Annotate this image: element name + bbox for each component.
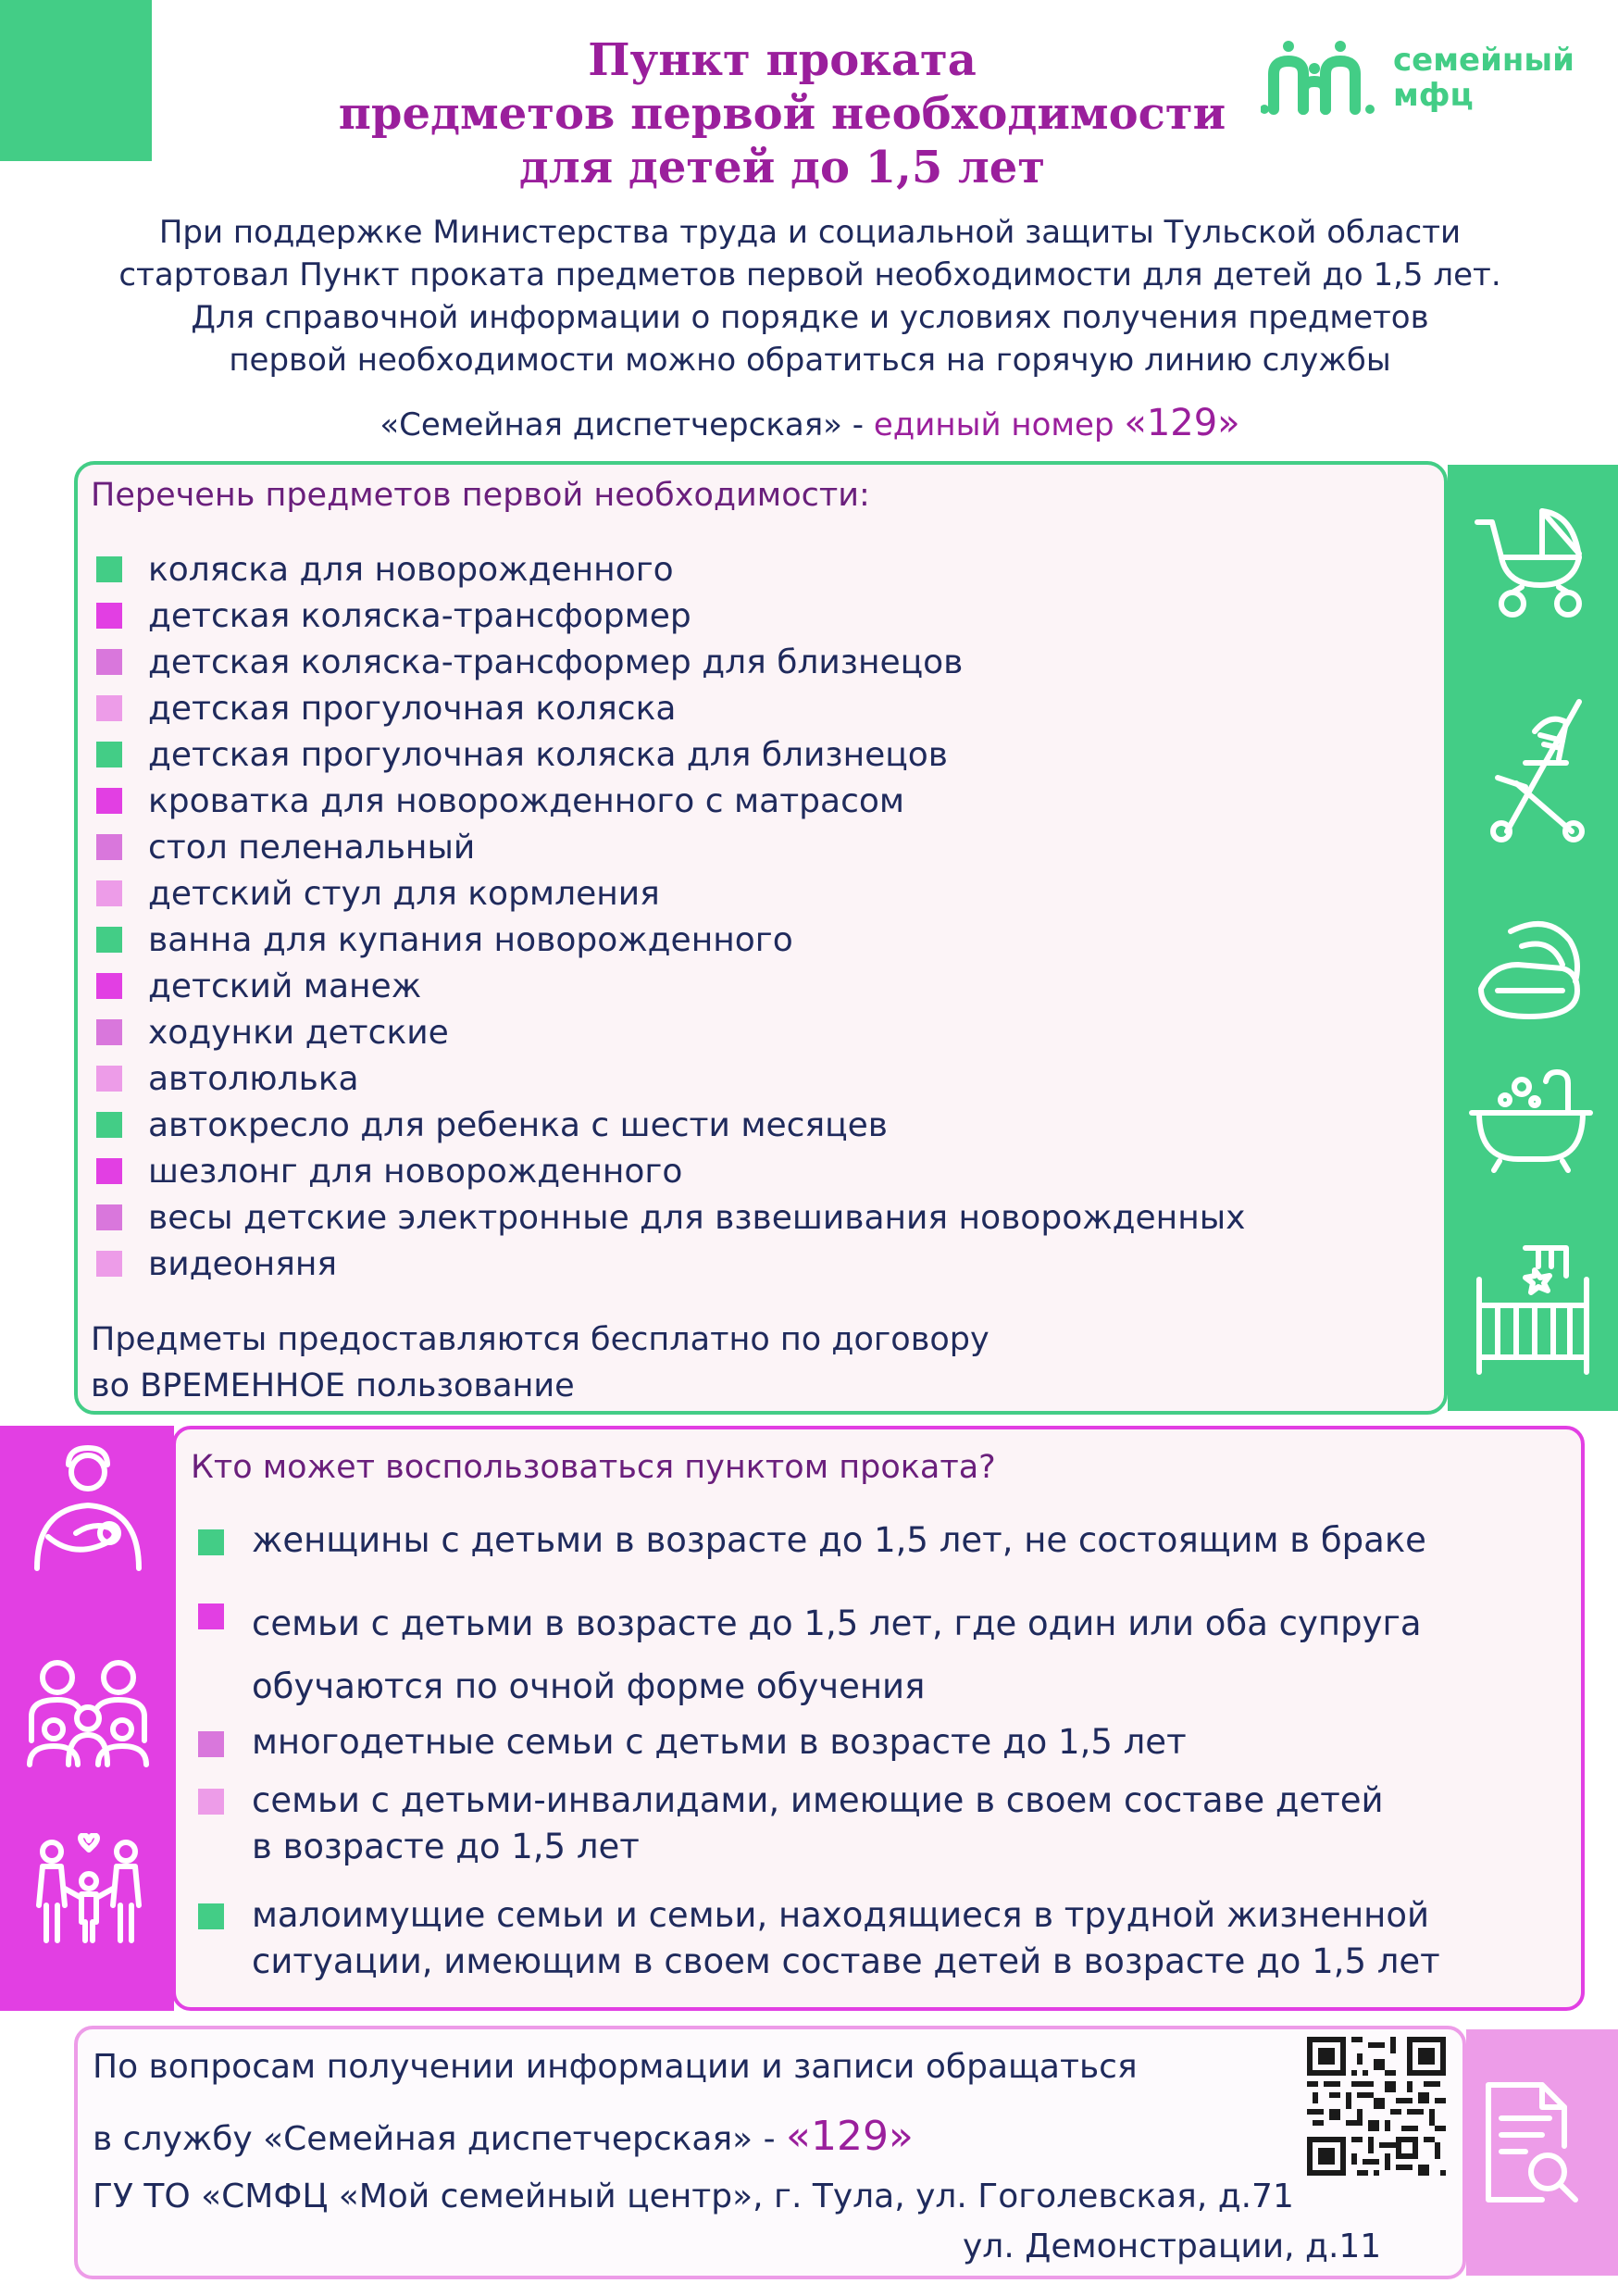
family-logo-icon — [1261, 41, 1385, 115]
who-heading: Кто может воспользоваться пунктом проката? — [191, 1449, 996, 1486]
list-item: шезлонг для новорожденного — [96, 1148, 1246, 1194]
list-item: автолюлька — [96, 1055, 1246, 1102]
list-item: детская коляска-трансформер — [96, 593, 1246, 639]
intro-text: При поддержке Министерства труда и социальной защиты Тульской области стартовал Пункт проката предметов первой необходимости для детей до 1,5 лет. Для справочной информации о порядке и условиях получения предметов первой необходимости можно обратиться на горячую линию службы — [118, 214, 1501, 379]
list-item: семьи с детьми в возрасте до 1,5 лет, где один или оба супруга обучаются по очной форме обучения — [198, 1592, 1422, 1718]
list-item: многодетные семьи с детьми в возрасте до 1,5 лет — [198, 1720, 1187, 1765]
contact-line: По вопросам получении информации и записи обращаться — [93, 2048, 1138, 2086]
corner-decoration — [0, 0, 152, 161]
items-footer: Предметы предоставляются бесплатно по договору во ВРЕМЕННОЕ пользование — [91, 1321, 989, 1404]
parents-with-child-icon — [31, 1833, 146, 1944]
crib-icon — [1470, 1242, 1596, 1378]
logo: семейный мфц — [1261, 37, 1594, 120]
contact-address: ул. Демонстрации, д.11 — [963, 2227, 1382, 2265]
list-item: детский манеж — [96, 963, 1246, 1009]
car-seat-icon — [1474, 913, 1590, 1024]
list-item: малоимущие семьи и семьи, находящиеся в трудной жизненной ситуации, имеющим в своем составе детей в возрасте до 1,5 лет — [198, 1892, 1440, 1985]
items-heading: Перечень предметов первой необходимости: — [91, 477, 870, 514]
document-search-icon — [1481, 2079, 1583, 2209]
items-list — [96, 546, 1246, 1287]
stroller-icon — [1470, 694, 1596, 842]
family-icon — [26, 1657, 150, 1768]
bathtub-icon — [1466, 1067, 1596, 1174]
list-item: весы детские электронные для взвешивания новорожденных — [96, 1194, 1246, 1241]
page-title: Пункт проката предметов первой необходимости для детей до 1,5 лет — [338, 34, 1226, 193]
list-item: автокресло для ребенка с шести месяцев — [96, 1102, 1246, 1148]
list-item: коляска для новорожденного — [96, 546, 1246, 593]
list-item: ходунки детские — [96, 1009, 1246, 1055]
list-item: детская коляска-трансформер для близнецов — [96, 639, 1246, 685]
contact-line: в службу «Семейная диспетчерская» - «129» — [93, 2113, 914, 2160]
list-item: семьи с детьми-инвалидами, имеющие в своем составе детей в возрасте до 1,5 лет — [198, 1778, 1384, 1870]
contact-address: ГУ ТО «СМФЦ «Мой семейный центр», г. Тула, ул. Гоголевская, д.71 — [93, 2177, 1294, 2215]
list-item: ванна для купания новорожденного — [96, 917, 1246, 963]
list-item: стол пеленальный — [96, 824, 1246, 870]
list-item: видеоняня — [96, 1241, 1246, 1287]
hotline-line: «Семейная диспетчерская» - единый номер «129» — [380, 402, 1240, 444]
mother-with-baby-icon — [28, 1444, 148, 1574]
list-item: детская прогулочная коляска для близнецов — [96, 731, 1246, 778]
list-item: женщины с детьми в возрасте до 1,5 лет, не состоящим в браке — [198, 1518, 1426, 1563]
list-item: кроватка для новорожденного с матрасом — [96, 778, 1246, 824]
list-item: детская прогулочная коляска — [96, 685, 1246, 731]
list-item: детский стул для кормления — [96, 870, 1246, 917]
pram-icon — [1470, 500, 1596, 620]
qr-code-icon[interactable] — [1307, 2037, 1446, 2176]
